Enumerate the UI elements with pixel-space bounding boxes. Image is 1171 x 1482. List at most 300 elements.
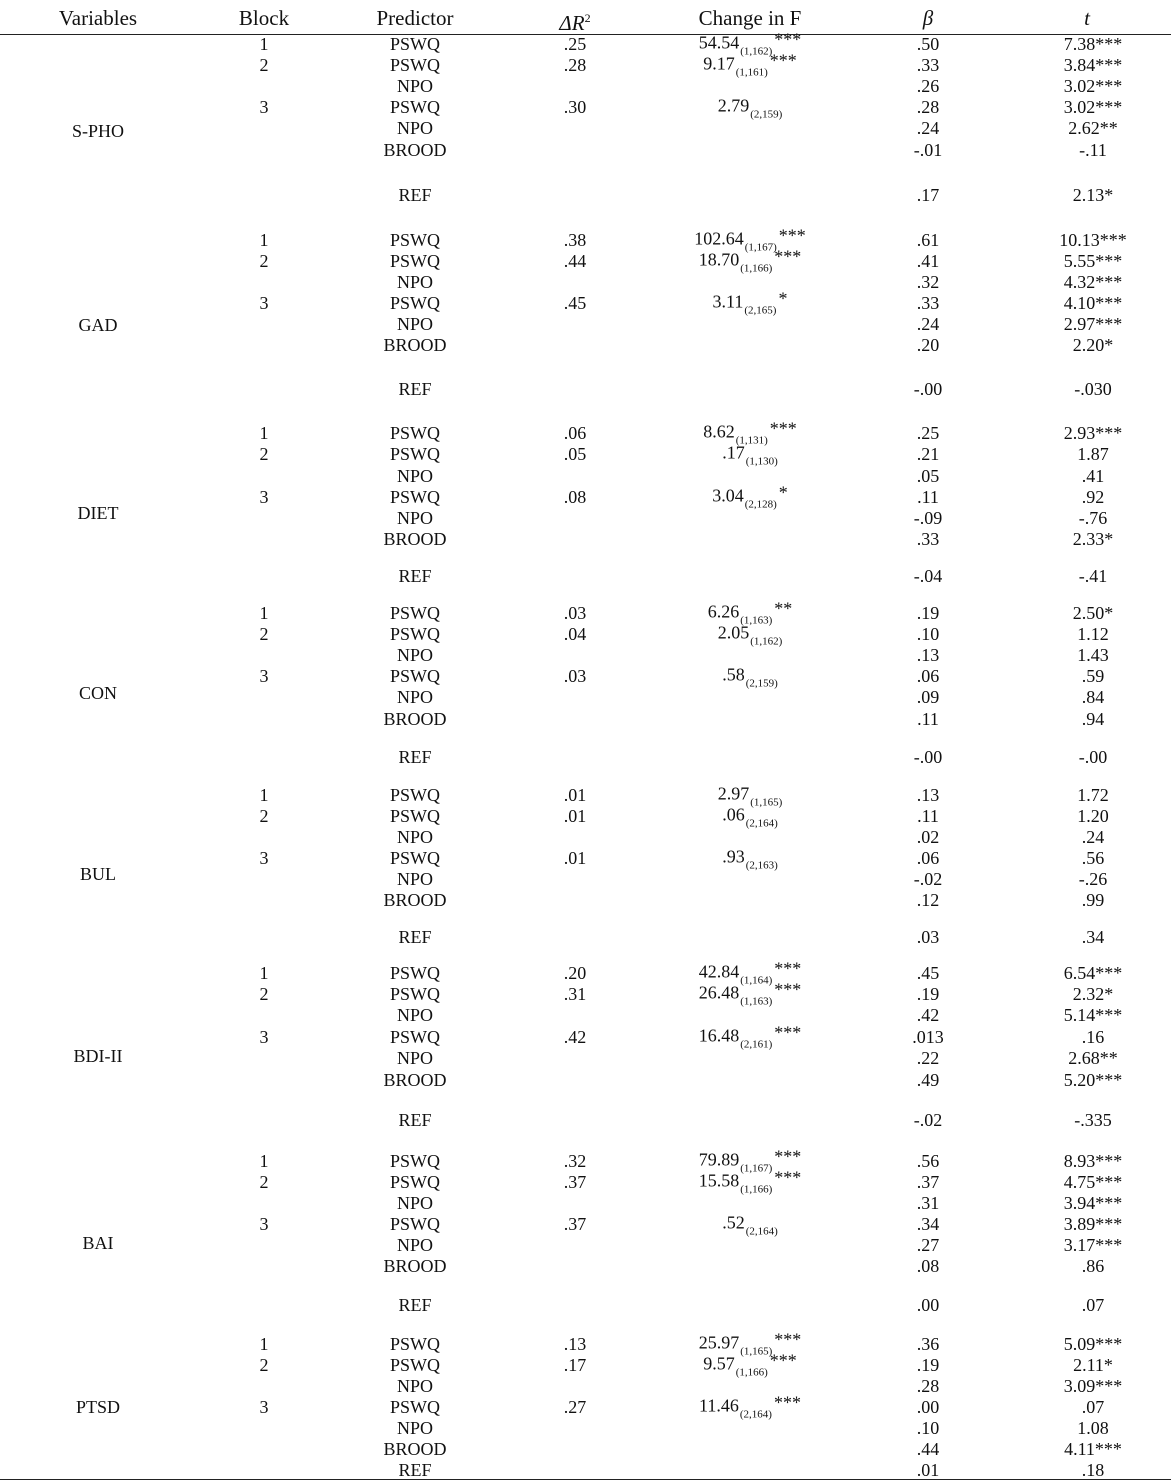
beta-value: .28	[916, 1376, 940, 1396]
beta-value: .02	[916, 827, 940, 847]
beta-value: .28	[916, 97, 940, 117]
delta-r2-value: .03	[563, 666, 587, 686]
t-value: .56	[1081, 848, 1105, 868]
t-value: -.335	[1074, 1110, 1112, 1130]
predictor-name: BROOD	[383, 1070, 447, 1090]
f-degrees-of-freedom: (2,164)	[745, 1225, 778, 1238]
f-statistic: .93	[722, 846, 745, 867]
beta-value: -.04	[913, 566, 943, 586]
change-in-f-value	[698, 1022, 802, 1051]
delta-r2-value: .06	[563, 423, 587, 443]
t-value: 1.87	[1077, 444, 1109, 464]
t-value: 10.13***	[1059, 230, 1127, 250]
delta-r2-value: .03	[563, 603, 587, 623]
block-number: 1	[259, 963, 269, 983]
predictor-name: NPO	[396, 466, 434, 486]
beta-value: .17	[916, 185, 940, 205]
f-degrees-of-freedom: (2,128)	[744, 498, 777, 511]
f-statistic: 9.17	[703, 53, 735, 74]
beta-value: .27	[916, 1235, 940, 1255]
f-significance-stars: ***	[773, 1392, 801, 1413]
t-value: 3.09***	[1063, 1376, 1123, 1396]
f-significance-stars: ***	[774, 979, 802, 1000]
header-delta-r2	[559, 5, 590, 36]
t-value: 4.11***	[1064, 1439, 1122, 1459]
variable-name: GAD	[78, 315, 118, 335]
beta-value: .36	[916, 1334, 940, 1354]
predictor-name: NPO	[396, 645, 434, 665]
header-beta	[923, 5, 933, 31]
t-value: .34	[1081, 927, 1105, 947]
predictor-name: NPO	[396, 1005, 434, 1025]
block-number: 1	[259, 423, 269, 443]
predictor-name: NPO	[396, 1048, 434, 1068]
change-in-f-value	[722, 665, 778, 688]
f-degrees-of-freedom: (1,164)	[740, 974, 773, 987]
t-value: 2.68**	[1068, 1048, 1118, 1068]
beta-value: .19	[916, 984, 940, 1004]
beta-value: .00	[916, 1295, 940, 1315]
t-value: 4.75***	[1063, 1172, 1123, 1192]
block-number: 1	[259, 1334, 269, 1354]
beta-value: .26	[916, 76, 940, 96]
t-value: 2.93***	[1063, 423, 1123, 443]
f-degrees-of-freedom: (1,130)	[745, 455, 778, 468]
predictor-name: PSWQ	[389, 293, 441, 313]
f-degrees-of-freedom: (1,166)	[740, 1183, 773, 1196]
f-degrees-of-freedom: (1,162)	[750, 635, 783, 648]
t-value: -.76	[1078, 508, 1108, 528]
predictor-name: PSWQ	[389, 230, 441, 250]
delta-r2-symbol: ΔR	[559, 11, 585, 35]
f-degrees-of-freedom: (2,165)	[744, 304, 777, 317]
header-variables: Variables	[58, 6, 138, 30]
t-value: .86	[1081, 1256, 1105, 1276]
change-in-f-value	[712, 482, 788, 511]
predictor-name: PSWQ	[389, 806, 441, 826]
f-degrees-of-freedom: (2,159)	[745, 677, 778, 690]
predictor-name: BROOD	[383, 335, 447, 355]
delta-r2-value: .37	[563, 1172, 587, 1192]
variable-name: CON	[78, 683, 118, 703]
t-value: 1.12	[1077, 624, 1109, 644]
t-value: 7.38***	[1063, 34, 1123, 54]
block-number: 2	[259, 1172, 269, 1192]
beta-value: .11	[917, 709, 939, 729]
bottom-rule	[0, 1479, 1171, 1480]
block-number: 3	[259, 1214, 269, 1234]
f-statistic: 2.79	[717, 95, 750, 116]
beta-value: .31	[916, 1193, 940, 1213]
beta-value: .42	[916, 1005, 940, 1025]
t-value: 2.11*	[1073, 1355, 1113, 1375]
predictor-name: PSWQ	[389, 603, 441, 623]
block-number: 3	[259, 97, 269, 117]
predictor-name: PSWQ	[389, 1397, 441, 1417]
delta-r2-value: .01	[563, 848, 587, 868]
f-degrees-of-freedom: (1,163)	[740, 614, 773, 627]
predictor-name: PSWQ	[389, 785, 441, 805]
t-value: 5.14***	[1063, 1005, 1123, 1025]
beta-value: .44	[916, 1439, 940, 1459]
beta-value: .19	[916, 603, 940, 623]
beta-value: .013	[912, 1027, 944, 1047]
delta-r2-value: .38	[563, 230, 587, 250]
t-value: 1.08	[1077, 1418, 1109, 1438]
t-value: 2.97***	[1063, 314, 1123, 334]
delta-r2-value: .08	[563, 487, 587, 507]
beta-value: -.09	[913, 508, 943, 528]
predictor-name: PSWQ	[389, 34, 441, 54]
change-in-f-value	[699, 1392, 801, 1421]
t-value: 3.02***	[1063, 76, 1123, 96]
f-degrees-of-freedom: (2,163)	[745, 859, 778, 872]
f-statistic: 6.26	[707, 601, 740, 622]
predictor-name: BROOD	[383, 1256, 447, 1276]
t-value: 8.93***	[1063, 1151, 1123, 1171]
beta-value: -.02	[913, 869, 943, 889]
beta-value: .32	[916, 272, 940, 292]
f-significance-stars: ***	[769, 1350, 797, 1371]
f-statistic: 54.54	[698, 32, 740, 53]
beta-value: .06	[916, 666, 940, 686]
header-block: Block	[238, 6, 290, 30]
predictor-name: PSWQ	[389, 1151, 441, 1171]
delta-r2-value: .45	[563, 293, 587, 313]
beta-value: .49	[916, 1070, 940, 1090]
f-statistic: .17	[722, 442, 745, 463]
header-change-in-f: Change in F	[698, 6, 802, 30]
predictor-name: REF	[398, 566, 432, 586]
f-statistic: .06	[722, 804, 745, 825]
delta-r2-value: .37	[563, 1214, 587, 1234]
change-in-f-value	[712, 288, 788, 317]
t-value: .24	[1081, 827, 1105, 847]
predictor-name: REF	[398, 379, 432, 399]
t-value: 2.50*	[1072, 603, 1114, 623]
f-degrees-of-freedom: (2,161)	[740, 1038, 773, 1051]
t-value: 3.17***	[1063, 1235, 1123, 1255]
delta-r2-value: .27	[563, 1397, 587, 1417]
delta-r2-value: .20	[563, 963, 587, 983]
variable-name: PTSD	[75, 1397, 121, 1417]
delta-r2-value: .17	[563, 1355, 587, 1375]
beta-value: .45	[916, 963, 940, 983]
predictor-name: BROOD	[383, 140, 447, 160]
f-statistic: 2.05	[717, 622, 750, 643]
f-degrees-of-freedom: (2,164)	[745, 817, 778, 830]
t-value: 3.94***	[1063, 1193, 1123, 1213]
variable-name: S-PHO	[71, 121, 125, 141]
block-number: 2	[259, 55, 269, 75]
f-significance-stars: ***	[778, 225, 806, 246]
predictor-name: NPO	[396, 272, 434, 292]
beta-value: .03	[916, 927, 940, 947]
variable-name: BUL	[80, 864, 116, 884]
change-in-f-value	[718, 623, 783, 646]
predictor-name: PSWQ	[389, 487, 441, 507]
f-significance-stars: **	[774, 598, 793, 619]
f-statistic: 102.64	[694, 228, 744, 249]
t-value: 2.62**	[1068, 118, 1118, 138]
f-degrees-of-freedom: (1,167)	[740, 1162, 773, 1175]
beta-value: -.02	[913, 1110, 943, 1130]
delta-r2-value: .01	[563, 785, 587, 805]
block-number: 1	[259, 785, 269, 805]
f-significance-stars: ***	[774, 1329, 802, 1350]
f-statistic: 26.48	[698, 982, 740, 1003]
predictor-name: NPO	[396, 118, 434, 138]
block-number: 2	[259, 444, 269, 464]
predictor-name: NPO	[396, 687, 434, 707]
f-degrees-of-freedom: (1,162)	[740, 45, 773, 58]
predictor-name: PSWQ	[389, 963, 441, 983]
t-value: .59	[1081, 666, 1105, 686]
predictor-name: PSWQ	[389, 1027, 441, 1047]
header-predictor: Predictor	[376, 6, 454, 30]
change-in-f-value	[722, 1213, 778, 1236]
predictor-name: REF	[398, 1460, 432, 1480]
f-significance-stars: *	[778, 288, 788, 309]
beta-value: -.00	[913, 747, 943, 767]
beta-value: .06	[916, 848, 940, 868]
predictor-name: BROOD	[383, 890, 447, 910]
t-value: .41	[1081, 466, 1105, 486]
beta-value: .37	[916, 1172, 940, 1192]
f-statistic: 2.97	[717, 783, 750, 804]
predictor-name: PSWQ	[389, 55, 441, 75]
change-in-f-value	[707, 598, 793, 627]
t-value: 3.84***	[1063, 55, 1123, 75]
block-number: 1	[259, 603, 269, 623]
beta-value: .01	[916, 1460, 940, 1480]
predictor-name: NPO	[396, 314, 434, 334]
delta-r2-value: .13	[563, 1334, 587, 1354]
f-degrees-of-freedom: (1,161)	[735, 66, 768, 79]
beta-value: -.00	[913, 379, 943, 399]
beta-value: .20	[916, 335, 940, 355]
beta-value: .33	[916, 293, 940, 313]
predictor-name: PSWQ	[389, 97, 441, 117]
t-value: 3.89***	[1063, 1214, 1123, 1234]
f-significance-stars: ***	[769, 418, 797, 439]
f-statistic: 15.58	[698, 1170, 740, 1191]
f-significance-stars: ***	[774, 958, 802, 979]
beta-value: .56	[916, 1151, 940, 1171]
beta-value: .00	[916, 1397, 940, 1417]
beta-value: .13	[916, 645, 940, 665]
delta-r2-value: .32	[563, 1151, 587, 1171]
block-number: 3	[259, 848, 269, 868]
change-in-f-value	[722, 805, 778, 828]
f-statistic: 9.57	[703, 1353, 735, 1374]
f-significance-stars: ***	[774, 29, 802, 50]
block-number: 2	[259, 806, 269, 826]
f-statistic: .58	[722, 664, 745, 685]
t-value: 2.13*	[1072, 185, 1114, 205]
beta-value: .61	[916, 230, 940, 250]
predictor-name: NPO	[396, 1376, 434, 1396]
t-value: 2.32*	[1072, 984, 1114, 1004]
f-significance-stars: ***	[774, 1146, 802, 1167]
block-number: 3	[259, 666, 269, 686]
t-symbol: t	[1084, 6, 1090, 30]
t-value: 2.20*	[1072, 335, 1114, 355]
f-significance-stars: *	[778, 482, 788, 503]
t-value: .07	[1081, 1397, 1105, 1417]
f-degrees-of-freedom: (2,159)	[750, 108, 783, 121]
predictor-name: REF	[398, 747, 432, 767]
delta-r2-superscript: 2	[584, 11, 591, 25]
f-statistic: .52	[722, 1212, 745, 1233]
t-value: -.030	[1074, 379, 1112, 399]
beta-value: .13	[916, 785, 940, 805]
beta-value: .12	[916, 890, 940, 910]
block-number: 1	[259, 230, 269, 250]
beta-value: .09	[916, 687, 940, 707]
t-value: 1.72	[1077, 785, 1109, 805]
t-value: 5.55***	[1063, 251, 1123, 271]
beta-value: .19	[916, 1355, 940, 1375]
predictor-name: NPO	[396, 1235, 434, 1255]
block-number: 3	[259, 1397, 269, 1417]
predictor-name: PSWQ	[389, 1334, 441, 1354]
f-statistic: 3.04	[712, 485, 744, 506]
change-in-f-value	[703, 418, 797, 447]
predictor-name: NPO	[396, 508, 434, 528]
variable-name: DIET	[77, 503, 119, 523]
block-number: 2	[259, 984, 269, 1004]
f-degrees-of-freedom: (1,166)	[735, 1366, 768, 1379]
t-value: 3.02***	[1063, 97, 1123, 117]
f-significance-stars: ***	[774, 1022, 802, 1043]
t-value: 5.20***	[1063, 1070, 1123, 1090]
variable-name: BDI-II	[73, 1046, 123, 1066]
block-number: 1	[259, 34, 269, 54]
delta-r2-value: .42	[563, 1027, 587, 1047]
predictor-name: NPO	[396, 76, 434, 96]
beta-value: .08	[916, 1256, 940, 1276]
f-statistic: 8.62	[703, 421, 735, 442]
f-statistic: 11.46	[699, 1395, 739, 1416]
t-value: .16	[1081, 1027, 1105, 1047]
predictor-name: BROOD	[383, 529, 447, 549]
f-degrees-of-freedom: (1,167)	[744, 241, 777, 254]
change-in-f-value	[718, 784, 783, 807]
predictor-name: PSWQ	[389, 444, 441, 464]
t-value: 5.09***	[1063, 1334, 1123, 1354]
beta-value: .10	[916, 1418, 940, 1438]
beta-value: .41	[916, 251, 940, 271]
predictor-name: PSWQ	[389, 1172, 441, 1192]
f-degrees-of-freedom: (1,165)	[750, 796, 783, 809]
change-in-f-value	[722, 443, 778, 466]
predictor-name: NPO	[396, 1193, 434, 1213]
delta-r2-value: .05	[563, 444, 587, 464]
delta-r2-value: .31	[563, 984, 587, 1004]
delta-r2-value: .25	[563, 34, 587, 54]
t-value: .94	[1081, 709, 1105, 729]
f-statistic: 18.70	[698, 249, 740, 270]
t-value: 6.54***	[1063, 963, 1123, 983]
predictor-name: BROOD	[383, 709, 447, 729]
block-number: 1	[259, 1151, 269, 1171]
t-value: .99	[1081, 890, 1105, 910]
beta-value: .25	[916, 423, 940, 443]
t-value: -.26	[1078, 869, 1108, 889]
predictor-name: PSWQ	[389, 1214, 441, 1234]
block-number: 3	[259, 1027, 269, 1047]
beta-value: .22	[916, 1048, 940, 1068]
f-statistic: 79.89	[698, 1149, 740, 1170]
delta-r2-value: .04	[563, 624, 587, 644]
predictor-name: NPO	[396, 827, 434, 847]
f-statistic: 16.48	[698, 1025, 740, 1046]
f-degrees-of-freedom: (1,131)	[735, 434, 768, 447]
delta-r2-value: .44	[563, 251, 587, 271]
t-value: 4.10***	[1063, 293, 1123, 313]
f-significance-stars: ***	[774, 1167, 802, 1188]
predictor-name: PSWQ	[389, 624, 441, 644]
t-value: -.11	[1079, 140, 1107, 160]
f-degrees-of-freedom: (1,165)	[740, 1345, 773, 1358]
header-t	[1084, 5, 1090, 31]
predictor-name: PSWQ	[389, 848, 441, 868]
beta-value: .24	[916, 118, 940, 138]
beta-value: .05	[916, 466, 940, 486]
block-number: 2	[259, 624, 269, 644]
predictor-name: PSWQ	[389, 423, 441, 443]
beta-value: .50	[916, 34, 940, 54]
predictor-name: NPO	[396, 1418, 434, 1438]
t-value: 2.33*	[1072, 529, 1114, 549]
beta-value: -.01	[913, 140, 943, 160]
t-value: .92	[1081, 487, 1105, 507]
predictor-name: REF	[398, 1110, 432, 1130]
beta-value: .11	[917, 806, 939, 826]
predictor-name: REF	[398, 927, 432, 947]
predictor-name: PSWQ	[389, 1355, 441, 1375]
predictor-name: PSWQ	[389, 984, 441, 1004]
f-degrees-of-freedom: (1,166)	[740, 262, 773, 275]
predictor-name: NPO	[396, 869, 434, 889]
predictor-name: BROOD	[383, 1439, 447, 1459]
predictor-name: REF	[398, 185, 432, 205]
f-degrees-of-freedom: (2,164)	[739, 1408, 772, 1421]
f-significance-stars: ***	[769, 50, 797, 71]
predictor-name: REF	[398, 1295, 432, 1315]
predictor-name: PSWQ	[389, 251, 441, 271]
f-statistic: 42.84	[698, 961, 740, 982]
delta-r2-value: .28	[563, 55, 587, 75]
beta-value: .33	[916, 55, 940, 75]
t-value: .18	[1081, 1460, 1105, 1480]
beta-value: .34	[916, 1214, 940, 1234]
delta-r2-value: .30	[563, 97, 587, 117]
change-in-f-value	[718, 96, 783, 119]
t-value: 1.20	[1077, 806, 1109, 826]
delta-r2-value: .01	[563, 806, 587, 826]
f-statistic: 25.97	[698, 1332, 740, 1353]
block-number: 2	[259, 1355, 269, 1375]
t-value: -.00	[1078, 747, 1108, 767]
t-value: 1.43	[1077, 645, 1109, 665]
beta-value: .33	[916, 529, 940, 549]
beta-value: .11	[917, 487, 939, 507]
f-statistic: 3.11	[712, 291, 744, 312]
t-value: .07	[1081, 1295, 1105, 1315]
block-number: 2	[259, 251, 269, 271]
